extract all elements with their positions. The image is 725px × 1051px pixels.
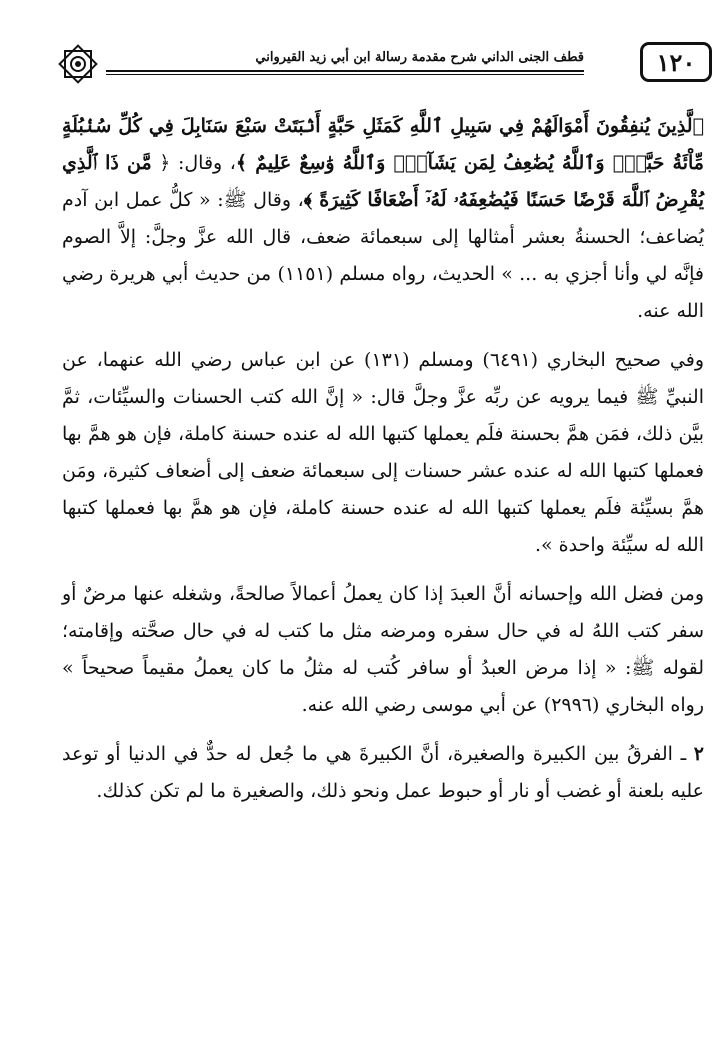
star-ornament-icon [56, 42, 100, 86]
paragraph-4 [62, 736, 704, 810]
point-text: ـ الفرقُ بين الكبيرة والصغيرة، أنَّ الكبيرةَ هي ما جُعل له حدٌّ في الدنيا أو توعد عليه بلعنة أو غضب أو نار أو حبوط عمل ونحو ذلك، والصغيرة ما لم تكن كذلك. [62, 743, 704, 802]
quran-verse-1: ﭐلَّذِينَ يُنفِقُونَ أَمْوَالَهُمْ فِي سَبِيلِ ٱللَّهِ كَمَثَلِ حَبَّةٍ أَنۢبَتَتْ سَبْعَ سَنَابِلَ فِي كُلِّ سُنۢبُلَةٍ مِّاْئَةُ حَبَّةٍۗ وَٱللَّهُ يُضَٰعِفُ لِمَن يَشَآءُۚ وَٱللَّهُ وَٰسِعٌ عَلِيمٌ ﴾ [62, 115, 704, 174]
quran-verse-2: مَّن ذَا ٱلَّذِي يُقْرِضُ ٱللَّهَ قَرْضًا حَسَنًا فَيُضَٰعِفَهُۥ لَهُۥٓ أَضْعَافًا كَثِيرَةً ﴾ [62, 152, 704, 211]
header-rule-thin [106, 74, 584, 75]
connector-text: ، وقال: ﴿ [159, 152, 236, 174]
point-number: ٢ [693, 743, 704, 765]
paragraph-1 [62, 108, 704, 330]
paragraph-3: ومن فضل الله وإحسانه أنَّ العبدَ إذا كان يعملُ أعمالاً صالحةً، وشغله عنها مرضٌ أو سفر كتب اللهُ له في حال سفره ومرضه مثل ما كتب له في حال صحَّته وإقامته؛ لقوله ﷺ: « إذا مرض العبدُ أو سافر كُتب له مثلُ ما كان يعملُ مقيماً صحيحاً » رواه البخاري (٢٩٩٦) عن أبي موسى رضي الله عنه. [62, 583, 704, 716]
running-title: قطف الجنى الداني شرح مقدمة رسالة ابن أبي زيد القيرواني [255, 50, 584, 65]
page-header [62, 40, 696, 84]
page-body [62, 108, 704, 810]
hadith-text: ، وقال ﷺ: « كلُّ عمل ابن آدم يُضاعف؛ الحسنةُ بعشر أمثالها إلى سبعمائة ضعف، قال الله عزَّ وجلَّ: إلاَّ الصوم فإنَّه لي وأنا أجزي به ... » الحديث، رواه مسلم (١١٥١) من حديث أبي هريرة رضي الله عنه. [62, 189, 704, 322]
header-rule [106, 70, 584, 72]
paragraph-2: وفي صحيح البخاري (٦٤٩١) ومسلم (١٣١) عن ابن عباس رضي الله عنهما، عن النبيِّ ﷺ فيما يرويه عن ربِّه عزَّ وجلَّ قال: « إنَّ الله كتب الحسنات والسيِّئات، ثمَّ بيَّن ذلك، فمَن همَّ بحسنة فلَم يعملها كتبها الله له عنده حسنة كاملة، فإن هو همَّ بها فعملها كتبها الله له عنده عشر حسنات إلى سبعمائة ضعف إلى أضعاف كثيرة، ومَن همَّ بسيِّئة فلَم يعملها كتبها الله له عنده حسنة كاملة، فإن هو همَّ بها فعملها كتبها الله له سيِّئة واحدة ». [62, 349, 704, 556]
page-number: ١٢٠ [640, 42, 712, 82]
